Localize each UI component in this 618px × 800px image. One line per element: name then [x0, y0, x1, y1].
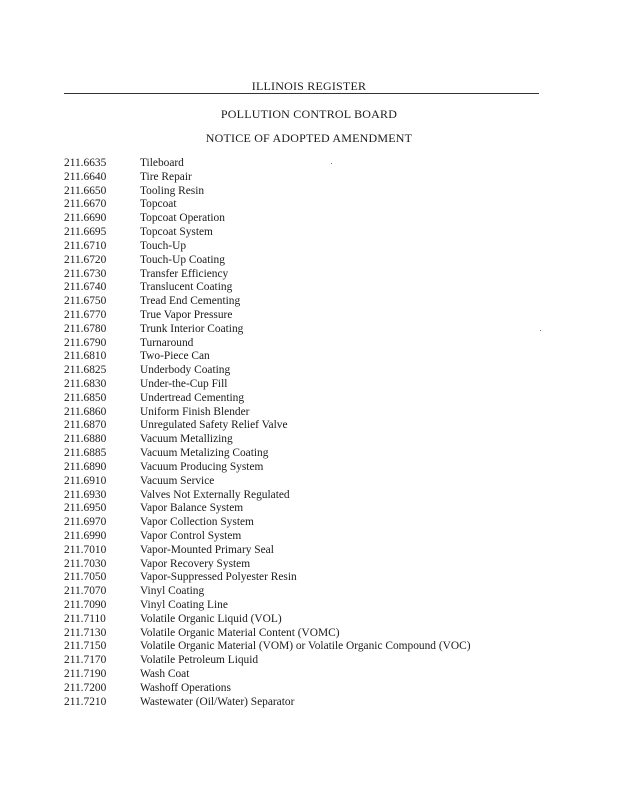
list-item: [64, 157, 544, 171]
defined-term: Topcoat: [140, 198, 177, 211]
list-item: [64, 309, 544, 323]
defined-term: Vacuum Metalizing Coating: [140, 447, 269, 460]
list-item: [64, 419, 544, 433]
section-number: 211.6670: [64, 198, 107, 211]
section-number: 211.6720: [64, 253, 107, 266]
section-number: 211.6640: [64, 170, 107, 183]
list-item: [64, 364, 544, 378]
list-item: [64, 640, 544, 654]
list-item: [64, 433, 544, 447]
section-number: 211.6740: [64, 281, 107, 294]
defined-term: Vapor-Mounted Primary Seal: [140, 543, 274, 556]
section-number: 211.6880: [64, 433, 107, 446]
list-item: [64, 240, 544, 254]
list-item: [64, 544, 544, 558]
defined-term: Topcoat Operation: [140, 212, 225, 225]
section-number: 211.6790: [64, 336, 107, 349]
defined-term: Translucent Coating: [140, 281, 233, 294]
defined-term: True Vapor Pressure: [140, 308, 233, 321]
section-number: 211.6710: [64, 239, 107, 252]
list-item: [64, 654, 544, 668]
list-item: [64, 599, 544, 613]
section-number: 211.6950: [64, 502, 107, 515]
list-item: [64, 585, 544, 599]
list-item: [64, 212, 544, 226]
section-number: 211.7030: [64, 557, 107, 570]
list-item: [64, 696, 544, 710]
header-rule: [64, 93, 539, 94]
list-item: [64, 268, 544, 282]
section-number: 211.6825: [64, 364, 107, 377]
defined-term: Washoff Operations: [140, 681, 231, 694]
list-item: [64, 682, 544, 696]
defined-term: Tread End Cementing: [140, 295, 241, 308]
defined-term: Uniform Finish Blender: [140, 405, 250, 418]
defined-term: Under-the-Cup Fill: [140, 378, 228, 390]
section-number: 211.6850: [64, 391, 107, 404]
defined-term: Two-Piece Can: [140, 350, 210, 363]
defined-term: Trunk Interior Coating: [140, 322, 244, 335]
list-item: [64, 281, 544, 295]
section-number: 211.7190: [64, 668, 107, 681]
defined-term: Transfer Efficiency: [140, 267, 229, 280]
section-number: 211.7070: [64, 585, 107, 598]
defined-term: Vacuum Metallizing: [140, 433, 233, 446]
section-number: 211.7150: [64, 640, 107, 653]
list-item: [64, 198, 544, 212]
list-item: [64, 350, 544, 364]
section-number: 211.7130: [64, 626, 107, 639]
list-item: [64, 392, 544, 406]
section-number: 211.6890: [64, 460, 107, 473]
defined-term: Tooling Resin: [140, 184, 205, 197]
section-number: 211.6770: [64, 308, 107, 321]
scan-speck: [331, 163, 332, 164]
list-item: [64, 226, 544, 240]
defined-term: Volatile Organic Liquid (VOL): [140, 612, 282, 625]
list-item: [64, 171, 544, 185]
defined-term: Vapor Control System: [140, 529, 242, 542]
definitions-list: [64, 157, 544, 710]
defined-term: Volatile Petroleum Liquid: [140, 654, 259, 667]
list-item: [64, 516, 544, 530]
section-number: 211.6650: [64, 184, 107, 197]
section-number: 211.6910: [64, 474, 107, 487]
section-number: 211.6695: [64, 226, 107, 239]
register-title: ILLINOIS REGISTER: [251, 79, 367, 93]
scan-speck: [540, 330, 541, 331]
section-number: 211.6730: [64, 267, 107, 280]
agency-heading: POLLUTION CONTROL BOARD: [220, 107, 398, 121]
defined-term: Unregulated Safety Relief Valve: [140, 419, 288, 432]
list-item: [64, 378, 544, 392]
defined-term: Turnaround: [140, 336, 194, 349]
defined-term: Vinyl Coating Line: [140, 599, 228, 611]
notice-heading: NOTICE OF ADOPTED AMENDMENT: [205, 131, 413, 145]
list-item: [64, 502, 544, 516]
list-item: [64, 461, 544, 475]
defined-term: Vinyl Coating: [140, 585, 205, 598]
defined-term: Vacuum Producing System: [140, 460, 264, 473]
defined-term: Volatile Organic Material (VOM) or Volatile Organic Compound (VOC): [140, 640, 471, 653]
list-item: [64, 295, 544, 309]
section-number: 211.6750: [64, 295, 107, 308]
defined-term: Vapor-Suppressed Polyester Resin: [140, 571, 297, 584]
list-item: [64, 185, 544, 199]
section-number: 211.6635: [64, 157, 107, 169]
section-number: 211.6970: [64, 516, 107, 529]
section-number: 211.6830: [64, 378, 107, 390]
section-number: 211.6810: [64, 350, 107, 363]
defined-term: Tire Repair: [140, 170, 192, 183]
list-item: [64, 530, 544, 544]
defined-term: Wash Coat: [140, 668, 190, 681]
list-item: [64, 323, 544, 337]
section-number: 211.6930: [64, 488, 107, 501]
defined-term: Vacuum Service: [140, 474, 215, 487]
list-item: [64, 406, 544, 420]
section-number: 211.7200: [64, 681, 107, 694]
section-number: 211.7050: [64, 571, 107, 584]
defined-term: Valves Not Externally Regulated: [140, 488, 290, 501]
list-item: [64, 613, 544, 627]
defined-term: Wastewater (Oil/Water) Separator: [140, 695, 295, 708]
section-number: 211.6885: [64, 447, 107, 460]
list-item: [64, 558, 544, 572]
section-number: 211.7170: [64, 654, 107, 667]
defined-term: Topcoat System: [140, 226, 213, 239]
defined-term: Undertread Cementing: [140, 391, 245, 404]
list-item: [64, 337, 544, 351]
list-item: [64, 447, 544, 461]
section-number: 211.6780: [64, 322, 107, 335]
defined-term: Underbody Coating: [140, 364, 231, 377]
section-number: 211.7010: [64, 543, 107, 556]
section-number: 211.7110: [64, 612, 106, 625]
defined-term: Touch-Up Coating: [140, 253, 225, 266]
section-number: 211.7210: [64, 695, 107, 708]
defined-term: Vapor Recovery System: [140, 557, 251, 570]
defined-term: Touch-Up: [140, 239, 187, 252]
list-item: [64, 668, 544, 682]
list-item: [64, 489, 544, 503]
section-number: 211.7090: [64, 599, 107, 611]
section-number: 211.6860: [64, 405, 107, 418]
list-item: [64, 254, 544, 268]
defined-term: Vapor Balance System: [140, 502, 244, 515]
list-item: [64, 571, 544, 585]
section-number: 211.6870: [64, 419, 107, 432]
defined-term: Volatile Organic Material Content (VOMC): [140, 626, 340, 639]
list-item: [64, 627, 544, 641]
defined-term: Vapor Collection System: [140, 516, 254, 529]
defined-term: Tileboard: [140, 157, 184, 169]
section-number: 211.6990: [64, 529, 107, 542]
list-item: [64, 475, 544, 489]
section-number: 211.6690: [64, 212, 107, 225]
